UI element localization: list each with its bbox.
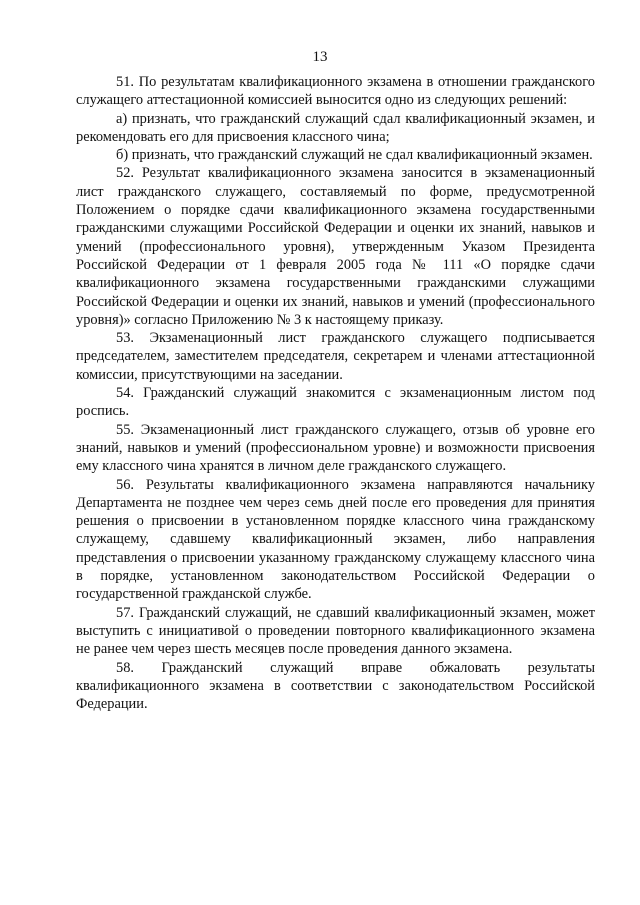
paragraph-51-b: б) признать, что гражданский служащий не сдал квалификационный экзамен. bbox=[116, 147, 593, 164]
paragraph-56: 56. Результаты квалификационного экзамена направляются начальнику Департамента не позднее чем через семь дней после его проведения для принятия решения о присвоении в установленном порядке классного чина гражданскому служащему, сдавшему квалификационный экзамен, либо направления представления о присвоении указанному гражданскому служащему классного чина в порядке, установленном законодательством Российской Федерации о государственной гражданской службе. bbox=[76, 476, 595, 603]
paragraph-58: 58. Гражданский служащий вправе обжаловать результаты квалификационного экзамена в соответствии с законодательством Российской Федерации. bbox=[76, 659, 595, 713]
page-number: 13 bbox=[312, 49, 328, 65]
document-body bbox=[76, 73, 595, 713]
paragraph-57: 57. Гражданский служащий, не сдавший квалификационный экзамен, может выступить с инициативой о проведении повторного квалификационного экзамена не ранее чем через шесть месяцев после проведения данного экзамена. bbox=[76, 604, 595, 658]
paragraph-51-a: а) признать, что гражданский служащий сдал квалификационный экзамен, и рекомендовать его для присвоения классного чина; bbox=[76, 110, 595, 145]
paragraph-53: 53. Экзаменационный лист гражданского служащего подписывается председателем, заместителем председателя, секретарем и членами аттестационной комиссии, присутствующими на заседании. bbox=[76, 330, 595, 383]
paragraph-55: 55. Экзаменационный лист гражданского служащего, отзыв об уровне его знаний, навыков и умений (профессиональном уровне) и возможности присвоения ему классного чина хранятся в личном деле гражданского служащего. bbox=[76, 421, 595, 475]
paragraph-52: 52. Результат квалификационного экзамена заносится в экзаменационный лист гражданского служащего, составляемый по форме, предусмотренной Положением о порядке сдачи квалификационного экзамена государственными гражданскими служащими Российской Федерации и оценки их знаний, навыков и умений (профессионального уровня), утвержденным Указом Президента Российской Федерации от 1 февраля 2005 года № 111 «О порядке сдачи квалификационного экзамена государственными гражданскими служащими Российской Федерации и оценки их знаний, навыков и умений (профессионального уровня)» согласно Приложению № 3 к настоящему приказу. bbox=[76, 165, 595, 328]
paragraph-54: 54. Гражданский служащий знакомится с экзаменационным листом под роспись. bbox=[76, 385, 595, 420]
paragraph-51: 51. По результатам квалификационного экзамена в отношении гражданского служащего аттестационной комиссией выносится одно из следующих решений: bbox=[76, 74, 595, 109]
